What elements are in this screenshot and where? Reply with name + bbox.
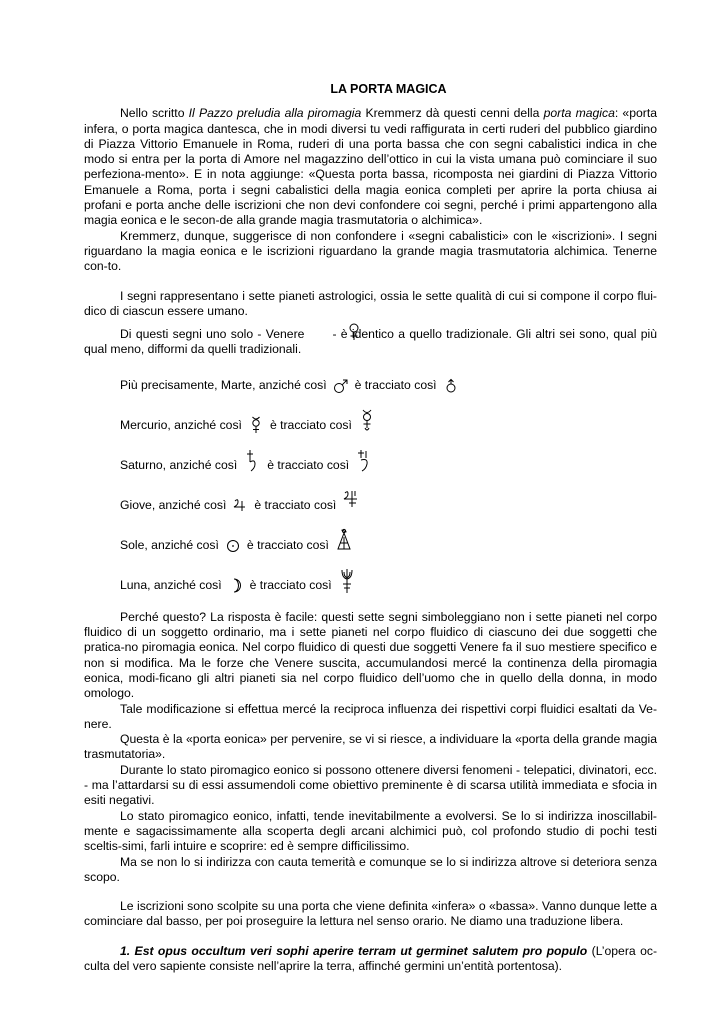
inscription-1-translation: (L’opera oc-culta del vero sapiente consiste nell’aprire la terra, affinché germini un’entità portentosa). [84,943,658,973]
porta-magica-italic: porta magica [543,106,615,121]
planet-before-text: Più precisamente, Marte, anziché così [120,378,327,393]
planet-before-text: Luna, anziché così [120,578,222,593]
moon-icon [228,576,244,594]
planet-after-text: è tracciato così [269,418,352,433]
book-title-italic: Il Pazzo preludia alla piromagia [188,106,362,121]
paragraph-9: Lo stato piromagico eonico, infatti, tende inevitabilmente a evolversi. Se lo si indirizza inoscillabil-mente e sagacissimamente alla scoperta degli arcani alchimici può, col profondo studio di pochi testi sceltis-simi, farli intuire e scoprire: ed è sempre difficilissimo. [84,808,657,854]
p1-text-e: : «porta infera, o porta magica dantesca, che in modi diversi tu vedi raffigurata in certi ruderi del pubblico giardino di Piazza Vittorio Emanuele in Roma, ruderi di una porta bassa che con segni cabalistici indica in che modo si entra per la porta di Amore nel magazzino dell’ottico in cui la vista umana può cominciare il suo perfeziona-mento». E in nota aggiunge: «Questa porta bassa, ricomposta nei giardini di Piazza Vittorio Emanuele a Roma, porta i segni cabalistici della magia eonica completi per aprire la porta chiusa ai profani e porta anche delle iscrizioni che non devi confondere coi segni, perché i primi appartengono alla magia eonica e le secon-de alla grande magia trasmutatoria o alchimica». [84,106,657,228]
venus-icon [310,323,326,341]
paragraph-12 [84,944,657,975]
planet-line-mars [84,374,657,394]
planet-before-text: Mercurio, anziché così [120,418,242,433]
planet-before-text: Giove, anziché così [120,498,227,513]
saturn-variant-icon [355,448,373,474]
mercury-variant-icon [358,408,376,434]
planet-line-sun [84,534,657,554]
planet-line-saturn [84,454,657,474]
paragraph-6: Tale modificazione si effettua mercé la reciproca influenza dei rispettivi corpi fluidici esaltati da Ve-nere. [84,701,657,731]
jupiter-variant-icon [342,488,360,514]
mercury-icon [248,416,264,434]
p4-text-a: Di questi segni uno solo - Venere [120,327,305,342]
paragraph-10: Ma se non lo si indirizza con cauta temerità e comunque se lo si indirizza altrove si deteriora senza scopo. [84,854,657,884]
paragraph-7: Questa è la «porta eonica» per pervenire, se vi si riesce, a individuare la «porta della grande magia trasmutatoria». [84,732,657,762]
inscription-1-latin: 1. Est opus occultum veri sophi aperire terram ut germinet salutem pro populo [120,943,588,958]
p1-text-c: Kremmerz dà questi cenni della [361,106,544,121]
planet-after-text: è tracciato così [354,378,437,393]
inscription-1-bold [120,944,587,958]
moon-variant-icon [338,568,356,594]
mars-variant-icon [443,376,459,394]
document-page [84,82,657,974]
paragraph-1 [84,106,657,228]
planet-list [84,374,657,594]
planet-after-text: è tracciato così [249,578,332,593]
p4-text-b: - è identico a quello tradizionale. Gli altri sei sono, qual più qual meno, difformi da quelli tradizionali. [84,327,657,357]
paragraph-4 [84,323,657,358]
paragraph-11: Le iscrizioni sono scolpite su una porta che viene definita «infera» o «bassa». Vanno dunque lette a cominciare dal basso, per poi proseguire la lettura nel senso orario. Ne diamo una traduzione libera. [84,899,657,929]
saturn-icon [243,448,261,474]
planet-after-text: è tracciato così [254,498,337,513]
paragraph-8: Durante lo stato piromagico eonico si possono ottenere diversi fenomeni - telepatici, divinatori, ecc. - ma l’attardarsi su di essi assumendoli come obiettivo preminente è di scarsa utilità immediata e sfocia in esiti negativi. [84,762,657,808]
document-title: LA PORTA MAGICA [330,82,447,96]
paragraph-5: Perché questo? La risposta è facile: questi sette segni simboleggiano non i sette pianeti nel corpo fluidico di un soggetto ordinario, ma i sette pianeti nel corpo fluidico di ciascuno dei due soggetti che pratica-no piromagia eonica. Nel corpo fluidico di questi due soggetti Venere fa il suo mestiere specifico e non si modifica. Ma le forze che Venere suscita, accumulandosi mercé la continenza della piromagia eonica, modi-ficano gli altri pianeti sia nel corpo fluidico dell’uomo che in quello della donna, in modo omologo. [84,609,657,701]
planet-before-text: Sole, anziché così [120,538,219,553]
p1-text-a: Nello scritto [120,106,189,121]
mars-icon [333,376,349,394]
sun-variant-icon [335,528,353,554]
planet-after-text: è tracciato così [267,458,350,473]
jupiter-icon [232,496,248,514]
sun-icon [225,536,241,554]
paragraph-2: Kremmerz, dunque, suggerisce di non confondere i «segni cabalistici» con le «iscrizioni». I segni riguardano la magia eonica e le iscrizioni riguardano la grande magia trasmutatoria alchimica. Tenerne con-to. [84,228,657,274]
planet-line-moon [84,574,657,594]
paragraph-3: I segni rappresentano i sette pianeti astrologici, ossia le sette qualità di cui si compone il corpo flui-dico di ciascun essere umano. [84,288,657,318]
planet-line-mercury [84,414,657,434]
planet-before-text: Saturno, anziché così [120,458,238,473]
planet-line-jupiter [84,494,657,514]
planet-after-text: è tracciato così [246,538,329,553]
